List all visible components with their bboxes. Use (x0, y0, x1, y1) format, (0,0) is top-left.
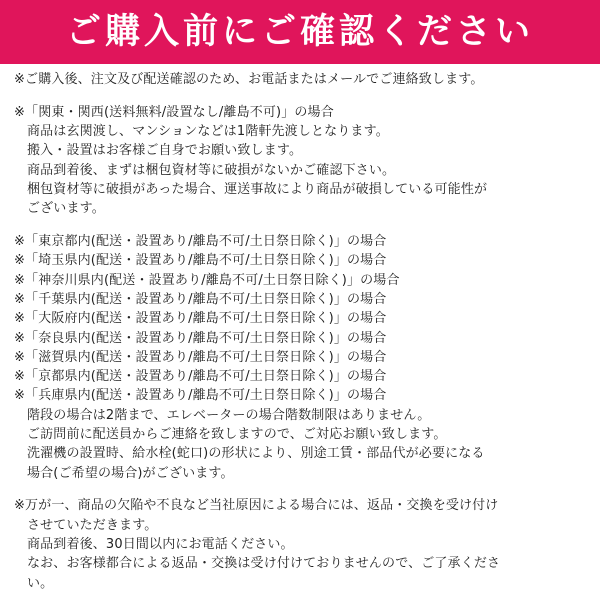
notice-line: ※「奈良県内(配送・設置あり/離島不可/土日祭日除く)」の場合 (14, 330, 387, 346)
notice-section (14, 232, 600, 483)
notice-line: 梱包資材等に破損があった場合、運送事故により商品が破損している可能性が (27, 181, 488, 197)
notice-line: ※「神奈川県内(配送・設置あり/離島不可/土日祭日除く)」の場合 (14, 272, 400, 288)
notice-content (0, 64, 600, 593)
notice-line: 商品到着後、30日間以内にお電話ください。 (27, 537, 294, 553)
notice-section (14, 103, 600, 219)
notice-line: なお、お客様都合による返品・交換は受け付けておりませんので、ご了承くださ (27, 556, 501, 572)
notice-line: 商品は玄関渡し、マンションなどは1階軒先渡しとなります。 (27, 124, 389, 140)
notice-line: ご訪問前に配送員からご連絡を致しますので、ご対応お願い致します。 (27, 427, 447, 443)
notice-line: ※「兵庫県内(配送・設置あり/離島不可/土日祭日除く)」の場合 (14, 388, 387, 404)
notice-section (14, 70, 600, 89)
notice-line: 洗濯機の設置時、給水栓(蛇口)の形状により、別途工賃・部品代が必要になる (27, 446, 485, 462)
notice-line: ※万が一、商品の欠陥や不良など当社原因による場合には、返品・交換を受け付け (14, 498, 499, 514)
notice-section (14, 496, 600, 592)
header-banner (0, 0, 600, 64)
notice-line: ※「東京都内(配送・設置あり/離島不可/土日祭日除く)」の場合 (14, 234, 387, 250)
notice-line: 場合(ご希望の場合)がございます。 (27, 465, 234, 481)
notice-line: ※「千葉県内(配送・設置あり/離島不可/土日祭日除く)」の場合 (14, 291, 387, 307)
notice-line: ※「関東・関西(送料無料/設置なし/離島不可)」の場合 (14, 104, 334, 120)
notice-line: い。 (27, 575, 54, 591)
notice-line: ございます。 (27, 201, 105, 217)
notice-line: ※ご購入後、注文及び配送確認のため、お電話またはメールでご連絡致します。 (14, 72, 484, 87)
notice-line: 階段の場合は2階まで、エレベーターの場合階数制限はありません。 (27, 407, 431, 423)
page-title: ご購入前にご確認ください (65, 11, 534, 52)
notice-line: ※「滋賀県内(配送・設置あり/離島不可/土日祭日除く)」の場合 (14, 349, 387, 365)
notice-line: ※「大阪府内(配送・設置あり/離島不可/土日祭日除く)」の場合 (14, 311, 387, 327)
notice-line: ※「埼玉県内(配送・設置あり/離島不可/土日祭日除く)」の場合 (14, 253, 387, 269)
notice-line: 搬入・設置はお客様ご自身でお願い致します。 (27, 143, 303, 159)
notice-line: させていただきます。 (27, 517, 158, 533)
notice-line: ※「京都県内(配送・設置あり/離島不可/土日祭日除く)」の場合 (14, 369, 387, 385)
notice-line: 商品到着後、まずは梱包資材等に破損がないかご確認下さい。 (27, 162, 396, 178)
